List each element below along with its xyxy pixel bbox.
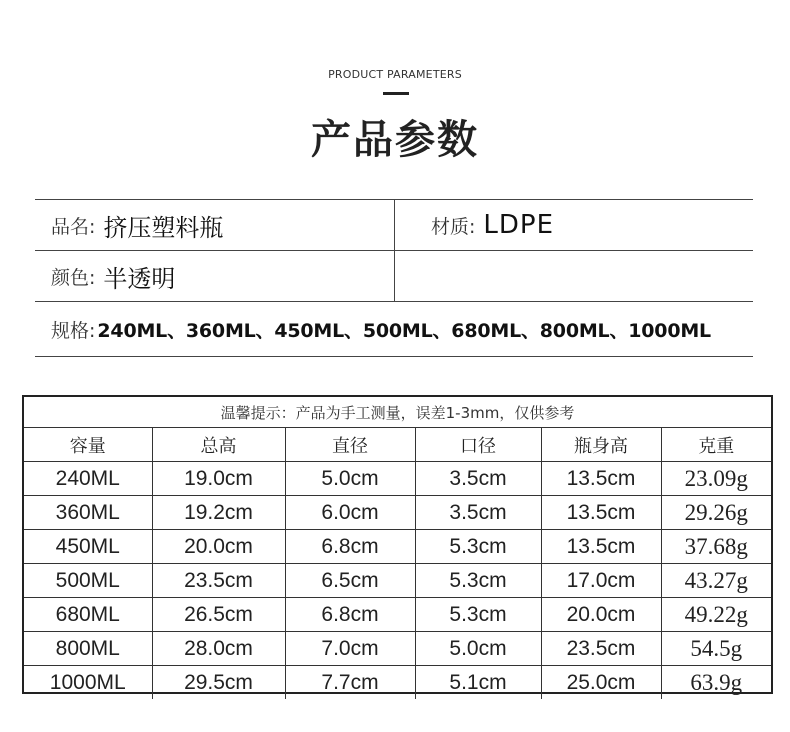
- cell-diameter: 6.5cm: [285, 564, 415, 598]
- spec-cell-material: [395, 200, 753, 250]
- cell-weight: 63.9g: [661, 666, 771, 700]
- header-body-height: 瓶身高: [541, 428, 661, 462]
- page-title: 产品参数: [311, 117, 479, 163]
- cell-body-height: 13.5cm: [541, 496, 661, 530]
- header-capacity: 容量: [24, 428, 152, 462]
- cell-total-height: 20.0cm: [152, 530, 285, 564]
- header-diameter: 直径: [285, 428, 415, 462]
- spec-row-name-material: [35, 200, 753, 251]
- cell-mouth-diameter: 5.3cm: [415, 564, 541, 598]
- cell-mouth-diameter: 3.5cm: [415, 462, 541, 496]
- cell-total-height: 23.5cm: [152, 564, 285, 598]
- cell-capacity: 500ML: [24, 564, 152, 598]
- cell-diameter: 7.7cm: [285, 666, 415, 700]
- cell-mouth-diameter: 3.5cm: [415, 496, 541, 530]
- cell-diameter: 6.8cm: [285, 598, 415, 632]
- cell-capacity: 800ML: [24, 632, 152, 666]
- cell-body-height: 20.0cm: [541, 598, 661, 632]
- spec-box: [35, 199, 753, 357]
- cell-mouth-diameter: 5.3cm: [415, 530, 541, 564]
- table-row: [24, 496, 771, 530]
- cell-body-height: 13.5cm: [541, 462, 661, 496]
- table-row: [24, 530, 771, 564]
- spec-row-sizes: [35, 302, 753, 357]
- spec-cell-color: [35, 251, 395, 301]
- spec-cell-empty: [395, 251, 753, 301]
- spec-cell-name: [35, 200, 395, 250]
- cell-capacity: 680ML: [24, 598, 152, 632]
- measurement-note: 温馨提示：产品为手工测量，误差1-3mm，仅供参考: [24, 397, 771, 428]
- cell-mouth-diameter: 5.1cm: [415, 666, 541, 700]
- table-header-row: [24, 428, 771, 462]
- name-label: 品名:: [51, 215, 96, 238]
- cell-body-height: 17.0cm: [541, 564, 661, 598]
- table-row: [24, 598, 771, 632]
- cell-diameter: 6.0cm: [285, 496, 415, 530]
- size-table: [22, 395, 773, 694]
- cell-mouth-diameter: 5.3cm: [415, 598, 541, 632]
- header-total-height: 总高: [152, 428, 285, 462]
- spec-row-color: [35, 251, 753, 302]
- cell-weight: 54.5g: [661, 632, 771, 666]
- color-label: 颜色:: [51, 266, 96, 289]
- cell-weight: 29.26g: [661, 496, 771, 530]
- cell-diameter: 5.0cm: [285, 462, 415, 496]
- cell-capacity: 240ML: [24, 462, 152, 496]
- page-subtitle: PRODUCT PARAMETERS: [328, 68, 462, 81]
- spec-cell-sizes: [35, 302, 753, 356]
- cell-body-height: 25.0cm: [541, 666, 661, 700]
- table-row: [24, 564, 771, 598]
- cell-total-height: 29.5cm: [152, 666, 285, 700]
- cell-total-height: 19.2cm: [152, 496, 285, 530]
- cell-capacity: 360ML: [24, 496, 152, 530]
- color-value: 半透明: [103, 264, 176, 293]
- cell-weight: 43.27g: [661, 564, 771, 598]
- header-mouth-diameter: 口径: [415, 428, 541, 462]
- material-label: 材质:: [431, 215, 476, 238]
- name-value: 挤压塑料瓶: [103, 213, 224, 242]
- table-row: [24, 632, 771, 666]
- cell-capacity: 450ML: [24, 530, 152, 564]
- cell-mouth-diameter: 5.0cm: [415, 632, 541, 666]
- cell-body-height: 23.5cm: [541, 632, 661, 666]
- cell-total-height: 28.0cm: [152, 632, 285, 666]
- material-value: LDPE: [483, 210, 555, 240]
- cell-weight: 37.68g: [661, 530, 771, 564]
- cell-body-height: 13.5cm: [541, 530, 661, 564]
- table-row: [24, 666, 771, 700]
- cell-total-height: 19.0cm: [152, 462, 285, 496]
- table-row: [24, 462, 771, 496]
- cell-diameter: 7.0cm: [285, 632, 415, 666]
- cell-total-height: 26.5cm: [152, 598, 285, 632]
- sizes-value: 240ML、360ML、450ML、500ML、680ML、800ML、1000ML: [97, 319, 711, 342]
- header-weight: 克重: [661, 428, 771, 462]
- cell-weight: 23.09g: [661, 462, 771, 496]
- cell-diameter: 6.8cm: [285, 530, 415, 564]
- cell-capacity: 1000ML: [24, 666, 152, 700]
- title-divider: [383, 92, 409, 95]
- cell-weight: 49.22g: [661, 598, 771, 632]
- sizes-label: 规格:: [51, 319, 96, 342]
